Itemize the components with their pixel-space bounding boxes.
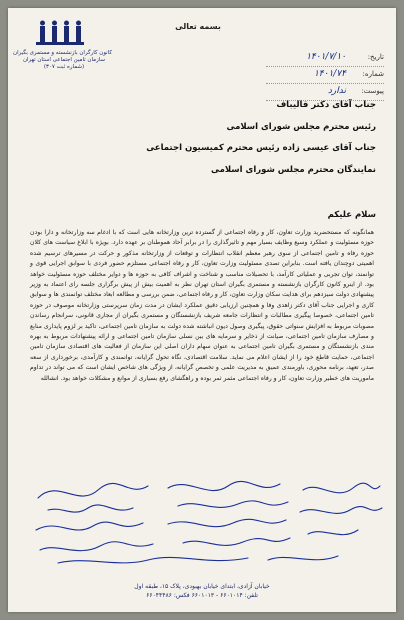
date-label: تاریخ: bbox=[367, 53, 384, 61]
signatures-area bbox=[18, 468, 386, 578]
attachment-label: پیوست: bbox=[361, 87, 384, 95]
addressee-line-1: جناب آقای دکتر قالیباف bbox=[276, 100, 376, 110]
number-label: شماره: bbox=[362, 70, 384, 78]
attachment-row bbox=[266, 86, 384, 101]
organization-logo-icon bbox=[34, 20, 86, 48]
letter-page bbox=[8, 8, 396, 612]
addressee-line-3: جناب آقای عیسی زاده رئیس محترم کمیسیون اجتماعی bbox=[146, 143, 376, 153]
letter-footer bbox=[8, 582, 396, 600]
date-value: ۱۴۰۱/۷/۱۰ bbox=[306, 52, 346, 62]
number-row bbox=[266, 69, 384, 84]
greeting: سلام علیکم bbox=[327, 210, 376, 220]
number-value: ۱۴۰۱/۷۴ bbox=[313, 69, 346, 79]
letter-meta bbox=[266, 52, 384, 103]
letter-body: همانگونه که مستحضرید وزارت تعاون، کار و رفاه اجتماعی از گسترده ترین وزارتخانه هایی است که با ادغام سه وزارتخانه و دارا بودن حوزه مسئولیت و عملکرد وسیع وظایف بسیار مهم و تاثیرگذاری را در برابر آحاد هموطنان بر عهده دارد. بویژه با ابلاغ سیاست های کلان حوزه رفاه و تامین اجتماعی از سوی رهبر معظم انقلاب انتظارات و توقعات از وزارتخانه مذکور و حرکت در مسیرهای ترسیم شده اهمیتی دوچندان یافته است. بنابراین تصدی مسئولیت وزارت تعاون، کار و رفاه اجتماعی مستلزم حضور فردی با سوابق اجرایی قوی و توانمند، توان تجربی و عملیاتی کارآمد، با تحصیلات مناسب و شناخت و اشراف کافی به حوزه ها و دوایر مختلف حوزه مسئولیت خواهد بود. از اینرو کانون کارگران بازنشسته و مستمری بگیران استان تهران نظر به اهمیت بیش از پیش برگزاری جلسه رای اعتماد به وزیر پیشنهادی دولت سیزدهم برای هدایت سکان وزارت تعاون، کار و رفاه اجتماعی، ضمن بررسی و مطالعه ابعاد مختلف توانمندی ها و سوابق کاری و اجرایی جناب آقای دکتر زاهدی وفا و همچنین ارزیابی دقیق عملکرد ایشان در مدت زمان سرپرستی وزارتخانه موصوف در حوزه تامین اجتماعی، خصوصا پیگیری مطالبات و انتظارات جامعه شریف بازنشستگان و مستمری بگیران از مجاری قانونی، سرانجام رساندن مصوبات مربوط به افزایش سنواتی حقوق، پیگیری وصول دیون انباشته شده دولت به سازمان تامین اجتماعی، تاکید بر لزوم پایداری منابع و مصارف سازمان تامین اجتماعی، صیانت از ذخایر و سرمایه های بین نسلی سازمان تامین اجتماعی و ارائه پیشنهادات مربوط به بهره مندی بازنشستگان و مستمری بگیران تامین اجتماعی به عنوان سهام داران اصلی این سازمان از فعالیت های اقتصادی سازمان تامین اجتماعی، حمایت قاطع خود را از ایشان اعلام می نماید. سلامت اقتصادی، نگاه تحول گرایانه، توانمندی و کارآمدی، برخورداری از سعه صدر، تعهد، برنامه محوری، باورمندی عمیق به مدیریت علمی و تخصص گرایانه، از ویژگی های شاخص ایشان است که می تواند در تداوم ماموریت های خطیر وزارت تعاون، کار و رفاه اجتماعی مثمر ثمر بوده و راهگشای رفع بسیاری از موانع و مشکلات خواهد بود. انشالله bbox=[30, 229, 374, 382]
footer-phone: تلفن: ۶۶۰۱۰۱۴ - ۶۶۰۱۰۱۳ فکس: ۶۶۰۴۴۴۸۶ bbox=[146, 592, 258, 599]
addressee-line-4: نمایندگان محترم مجلس شورای اسلامی bbox=[210, 164, 376, 175]
addressee-line-2: رئیس محترم مجلس شورای اسلامی bbox=[226, 121, 376, 132]
date-row bbox=[266, 52, 384, 67]
attachment-value: ندارد bbox=[327, 86, 346, 96]
addressee-block bbox=[76, 100, 376, 186]
org-line-3: (شماره ثبت ۳۰۷) bbox=[43, 64, 85, 70]
handwritten-signatures-icon bbox=[18, 468, 386, 578]
org-line-1: کانون کارگران بازنشسته و مستمری بگیران bbox=[13, 50, 112, 56]
bismillah-heading: بسمه تعالی bbox=[175, 22, 221, 31]
org-line-2: سازمان تامین اجتماعی استان تهران bbox=[22, 57, 106, 63]
footer-address: خیابان آزادی، ابتدای خیابان بهبودی، پلاک ۱۵، طبقه اول bbox=[134, 583, 270, 590]
organization-name bbox=[13, 50, 112, 71]
